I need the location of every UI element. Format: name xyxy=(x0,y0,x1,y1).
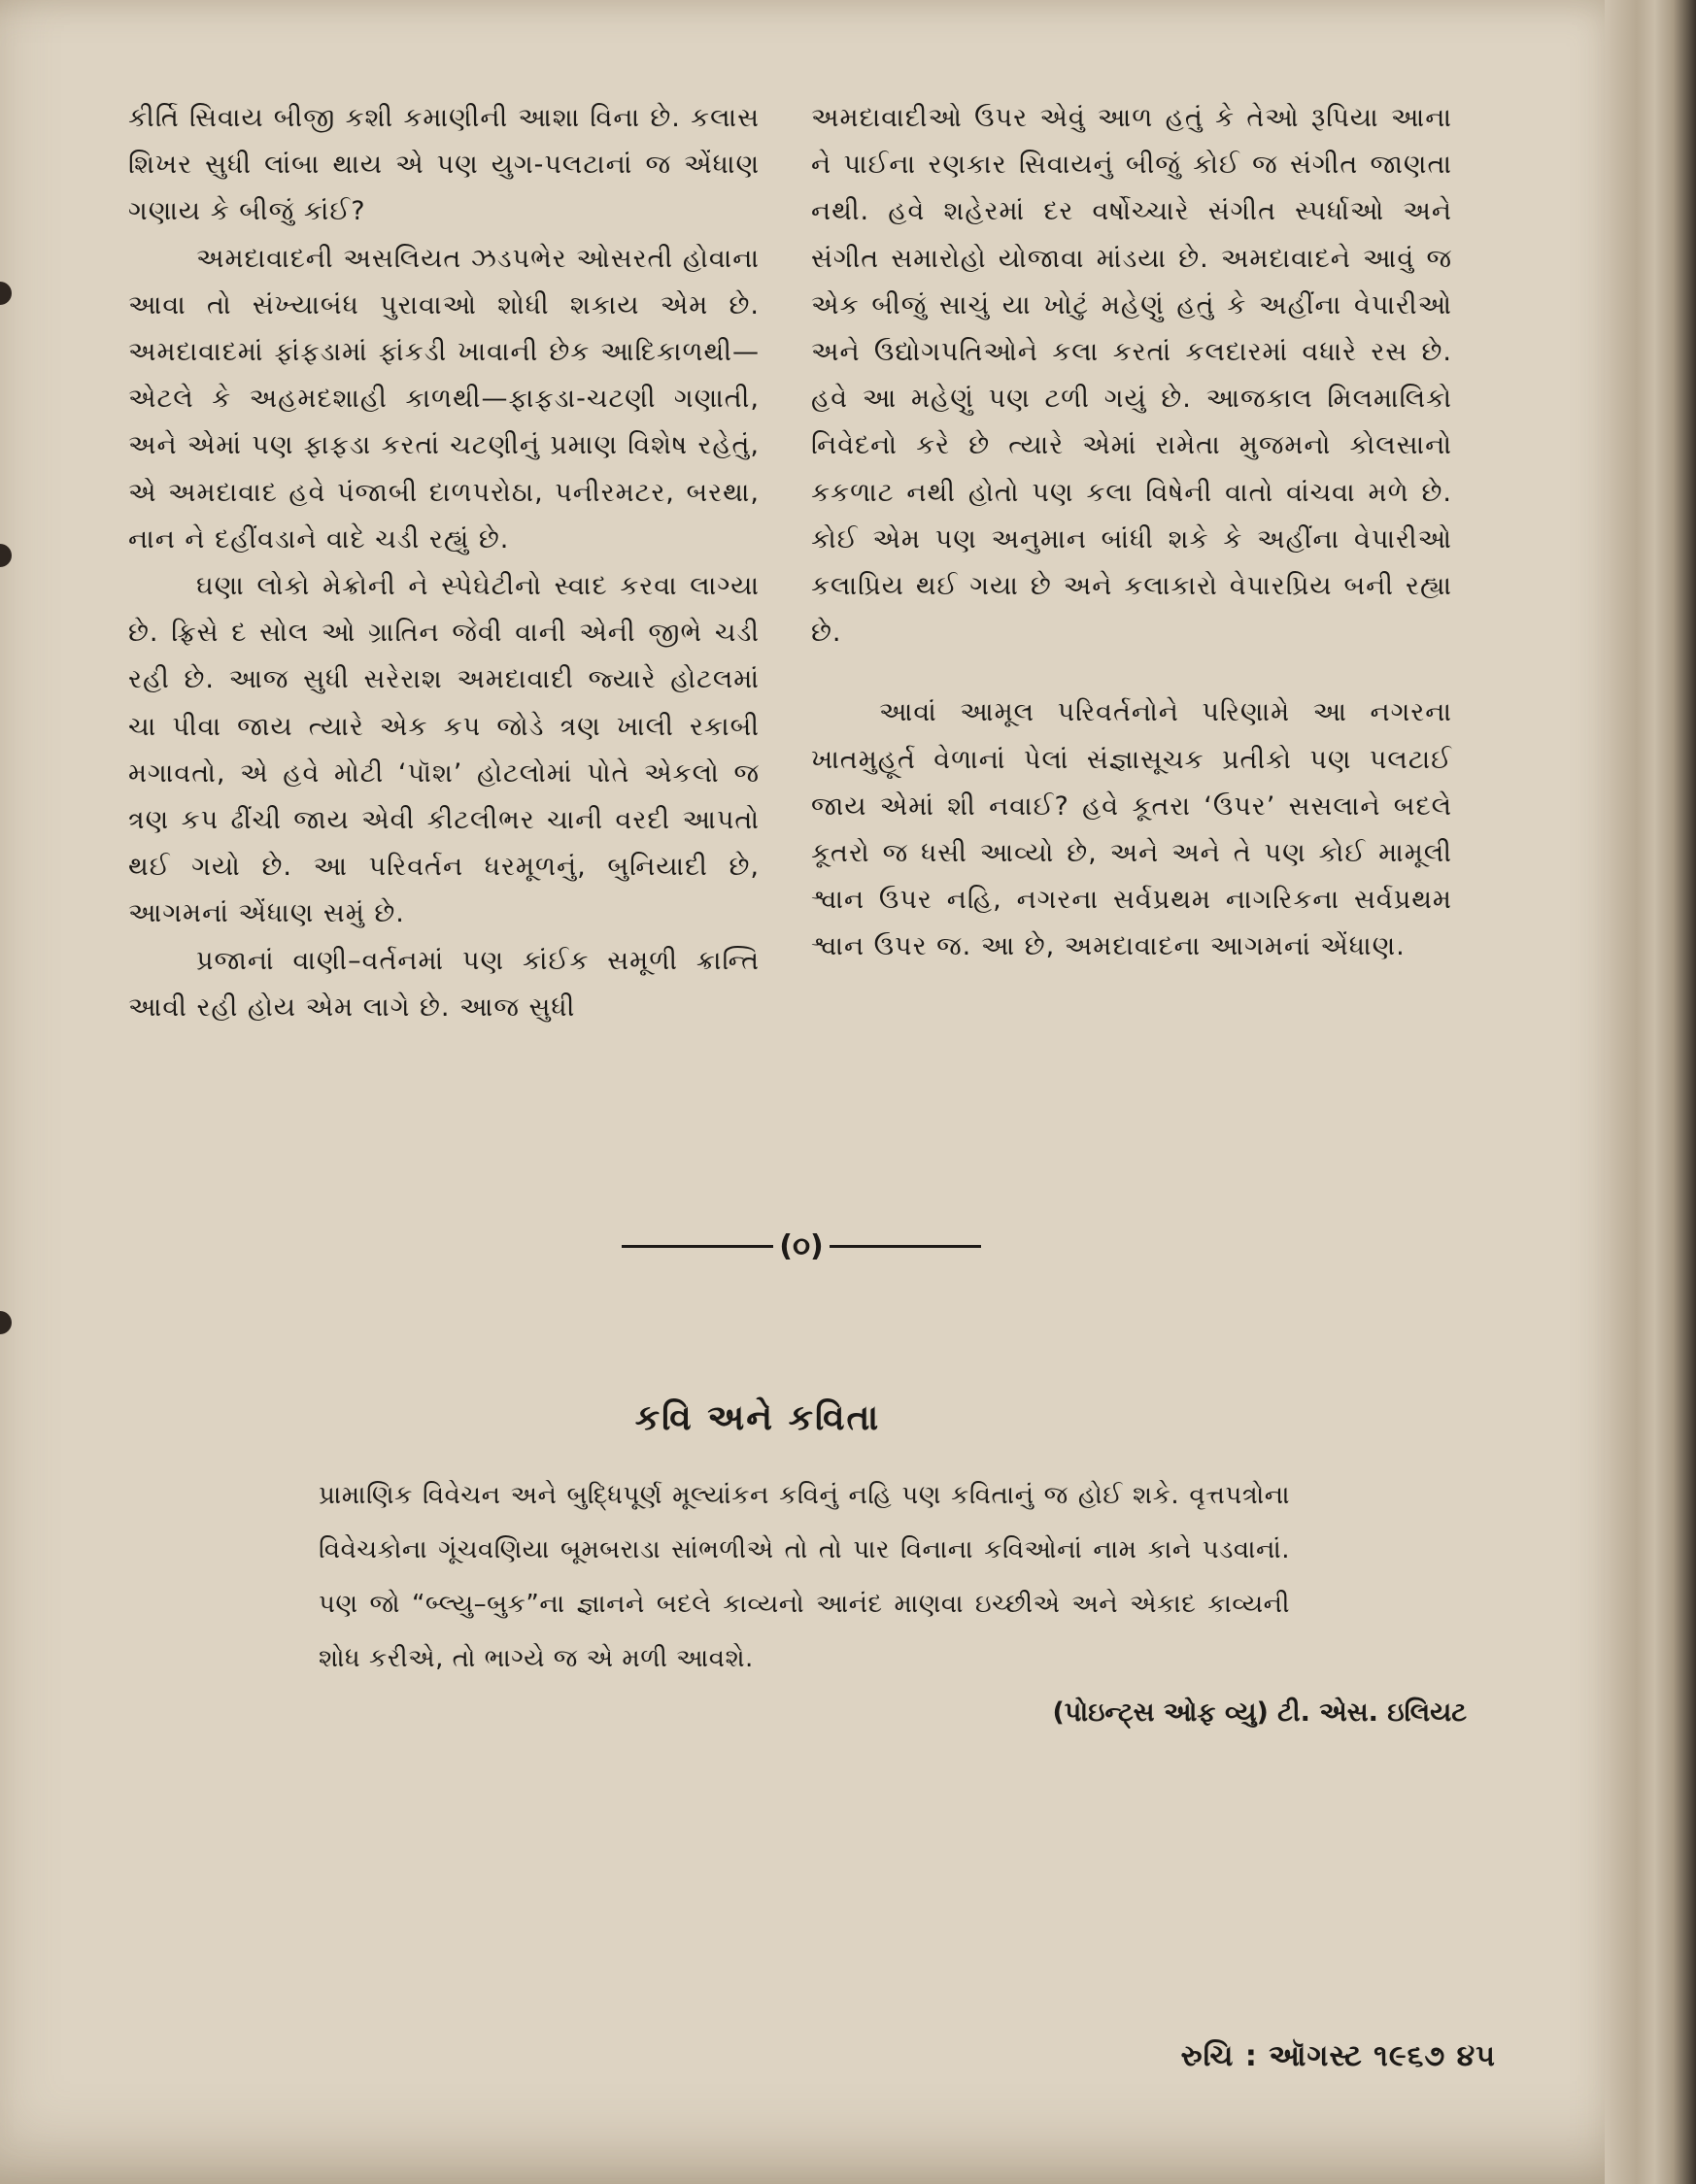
right-column xyxy=(811,95,1452,971)
right-paragraph-1: અમદાવાદીઓ ઉપર એવું આળ હતું કે તેઓ રૂપિયા આના ને પાઈના રણકાર સિવાયનું બીજું કોઈ જ સંગીત જાણતા નથી. હવે શહેરમાં દર વર્ષોચ્ચારે સંગીત સ્પર્ધાઓ અને સંગીત સમારોહો યોજાવા માંડયા છે. અમદાવાદને આવું જ એક બીજું સાચું યા ખોટું મહેણું હતું કે અહીંના વેપારીઓ અને ઉદ્યોગપતિઓને કલા કરતાં કલદારમાં વધારે રસ છે. હવે આ મહેણું પણ ટળી ગયું છે. આજકાલ મિલમાલિકો નિવેદનો કરે છે ત્યારે એમાં રામેતા મુજમનો કોલસાનો કકળાટ નથી હોતો પણ કલા વિષેની વાતો વાંચવા મળે છે. કોઈ એમ પણ અનુમાન બાંધી શકે કે અહીંના વેપારીઓ કલાપ્રિય થઈ ગયા છે અને કલાકારો વેપારપ્રિય બની રહ્યા છે. xyxy=(811,103,1452,649)
quote-attribution: (પોઇન્ટ્સ ઓફ વ્યુ) ટી. એસ. ઇલિયટ xyxy=(1052,1697,1467,1728)
quote-body xyxy=(319,1468,1290,1686)
section-separator xyxy=(622,1222,981,1270)
binding-hole xyxy=(0,1311,12,1334)
separator-rule-left xyxy=(622,1245,773,1248)
left-paragraph-1: કીર્તિ સિવાય બીજી કશી કમાણીની આશા વિના છે. કલાસ શિખર સુધી લાંબા થાય એ પણ યુગ-પલટાનાં જ એંધાણ ગણાય કે બીજું કાંઈ? xyxy=(128,103,760,227)
separator-rule-right xyxy=(830,1245,981,1248)
left-column xyxy=(128,95,760,1031)
binding-hole xyxy=(0,544,12,567)
separator-mark: (૦) xyxy=(779,1228,824,1263)
left-paragraph-2: અમદાવાદની અસલિયત ઝડપભેર ઓસરતી હોવાના આવા તો સંખ્યાબંધ પુરાવાઓ શોધી શકાય એમ છે. અમદાવાદમાં ફાંફડામાં ફાંકડી ખાવાની છેક આદિકાળથી—એટલે કે અહમદશાહી કાળથી—ફાફડા-ચટણી ગણાતી, અને એમાં પણ ફાફડા કરતાં ચટણીનું પ્રમાણ વિશેષ રહેતું, એ અમદાવાદ હવે પંજાબી દાળપરોઠા, પનીરમટર, બરથા, નાન ને દહીંવડાને વાદે ચડી રહ્યું છે. xyxy=(128,243,760,554)
quote-title: કવિ અને કવિતા xyxy=(634,1398,881,1438)
left-paragraph-4: પ્રજાનાં વાણી–વર્તનમાં પણ કાંઈક સમૂળી ક્રાન્તિ આવી રહી હોય એમ લાગે છે. આજ સુધી xyxy=(128,945,760,1023)
page-stack-edge xyxy=(1605,0,1696,2184)
quote-text: પ્રામાણિક વિવેચન અને બુદ્ધિપૂર્ણ મૂલ્યાંકન કવિનું નહિ પણ કવિતાનું જ હોઈ શકે. વૃત્તપત્રોના વિવેચકોના ગૂંચવણિયા બૂમબરાડા સાંભળીએ તો તો પાર વિનાના કવિઓનાં નામ કાને પડવાનાં. પણ જો “બ્લ્યુ–બુક”ના જ્ઞાનને બદલે કાવ્યનો આનંદ માણવા ઇચ્છીએ અને એકાદ કાવ્યની શોધ કરીએ, તો ભાગ્યે જ એ મળી આવશે. xyxy=(319,1481,1290,1673)
left-paragraph-3: ઘણા લોકો મેક્રોની ને સ્પેઘેટીનો સ્વાદ કરવા લાગ્યા છે. ફ્રિસે દ સોલ ઓ ગ્રાતિન જેવી વાની એની જીભે ચડી રહી છે. આજ સુધી સરેરાશ અમદાવાદી જ્યારે હોટલમાં ચા પીવા જાય ત્યારે એક કપ જોડે ત્રણ ખાલી રકાબી મગાવતો, એ હવે મોટી ‘પૉશ’ હોટલોમાં પોતે એકલો જ ત્રણ કપ ઢીંચી જાય એવી કીટલીભર ચાની વરદી આપતો થઈ ગયો છે. આ પરિવર્તન ધરમૂળનું, બુનિયાદી છે, આગમનાં એંધાણ સમું છે. xyxy=(128,571,760,929)
right-paragraph-2: આવાં આમૂલ પરિવર્તનોને પરિણામે આ નગરના ખાતમુહૂર્ત વેળાનાં પેલાં સંજ્ઞાસૂચક પ્રતીકો પણ પલટાઈ જાય એમાં શી નવાઈ? હવે કૂતરા ‘ઉપર’ સસલાને બદલે કૂતરો જ ધસી આવ્યો છે, અને અને તે પણ કોઈ મામૂલી શ્વાન ઉપર નહિ, નગરના સર્વપ્રથમ નાગરિકના સર્વપ્રથમ શ્વાન ઉપર જ. આ છે, અમદાવાદના આગમનાં એંધાણ. xyxy=(811,697,1452,962)
binding-hole xyxy=(0,282,12,305)
page-footer: રુચિ : ઑગસ્ટ ૧૯૬૭ ૪૫ xyxy=(1180,2039,1496,2073)
